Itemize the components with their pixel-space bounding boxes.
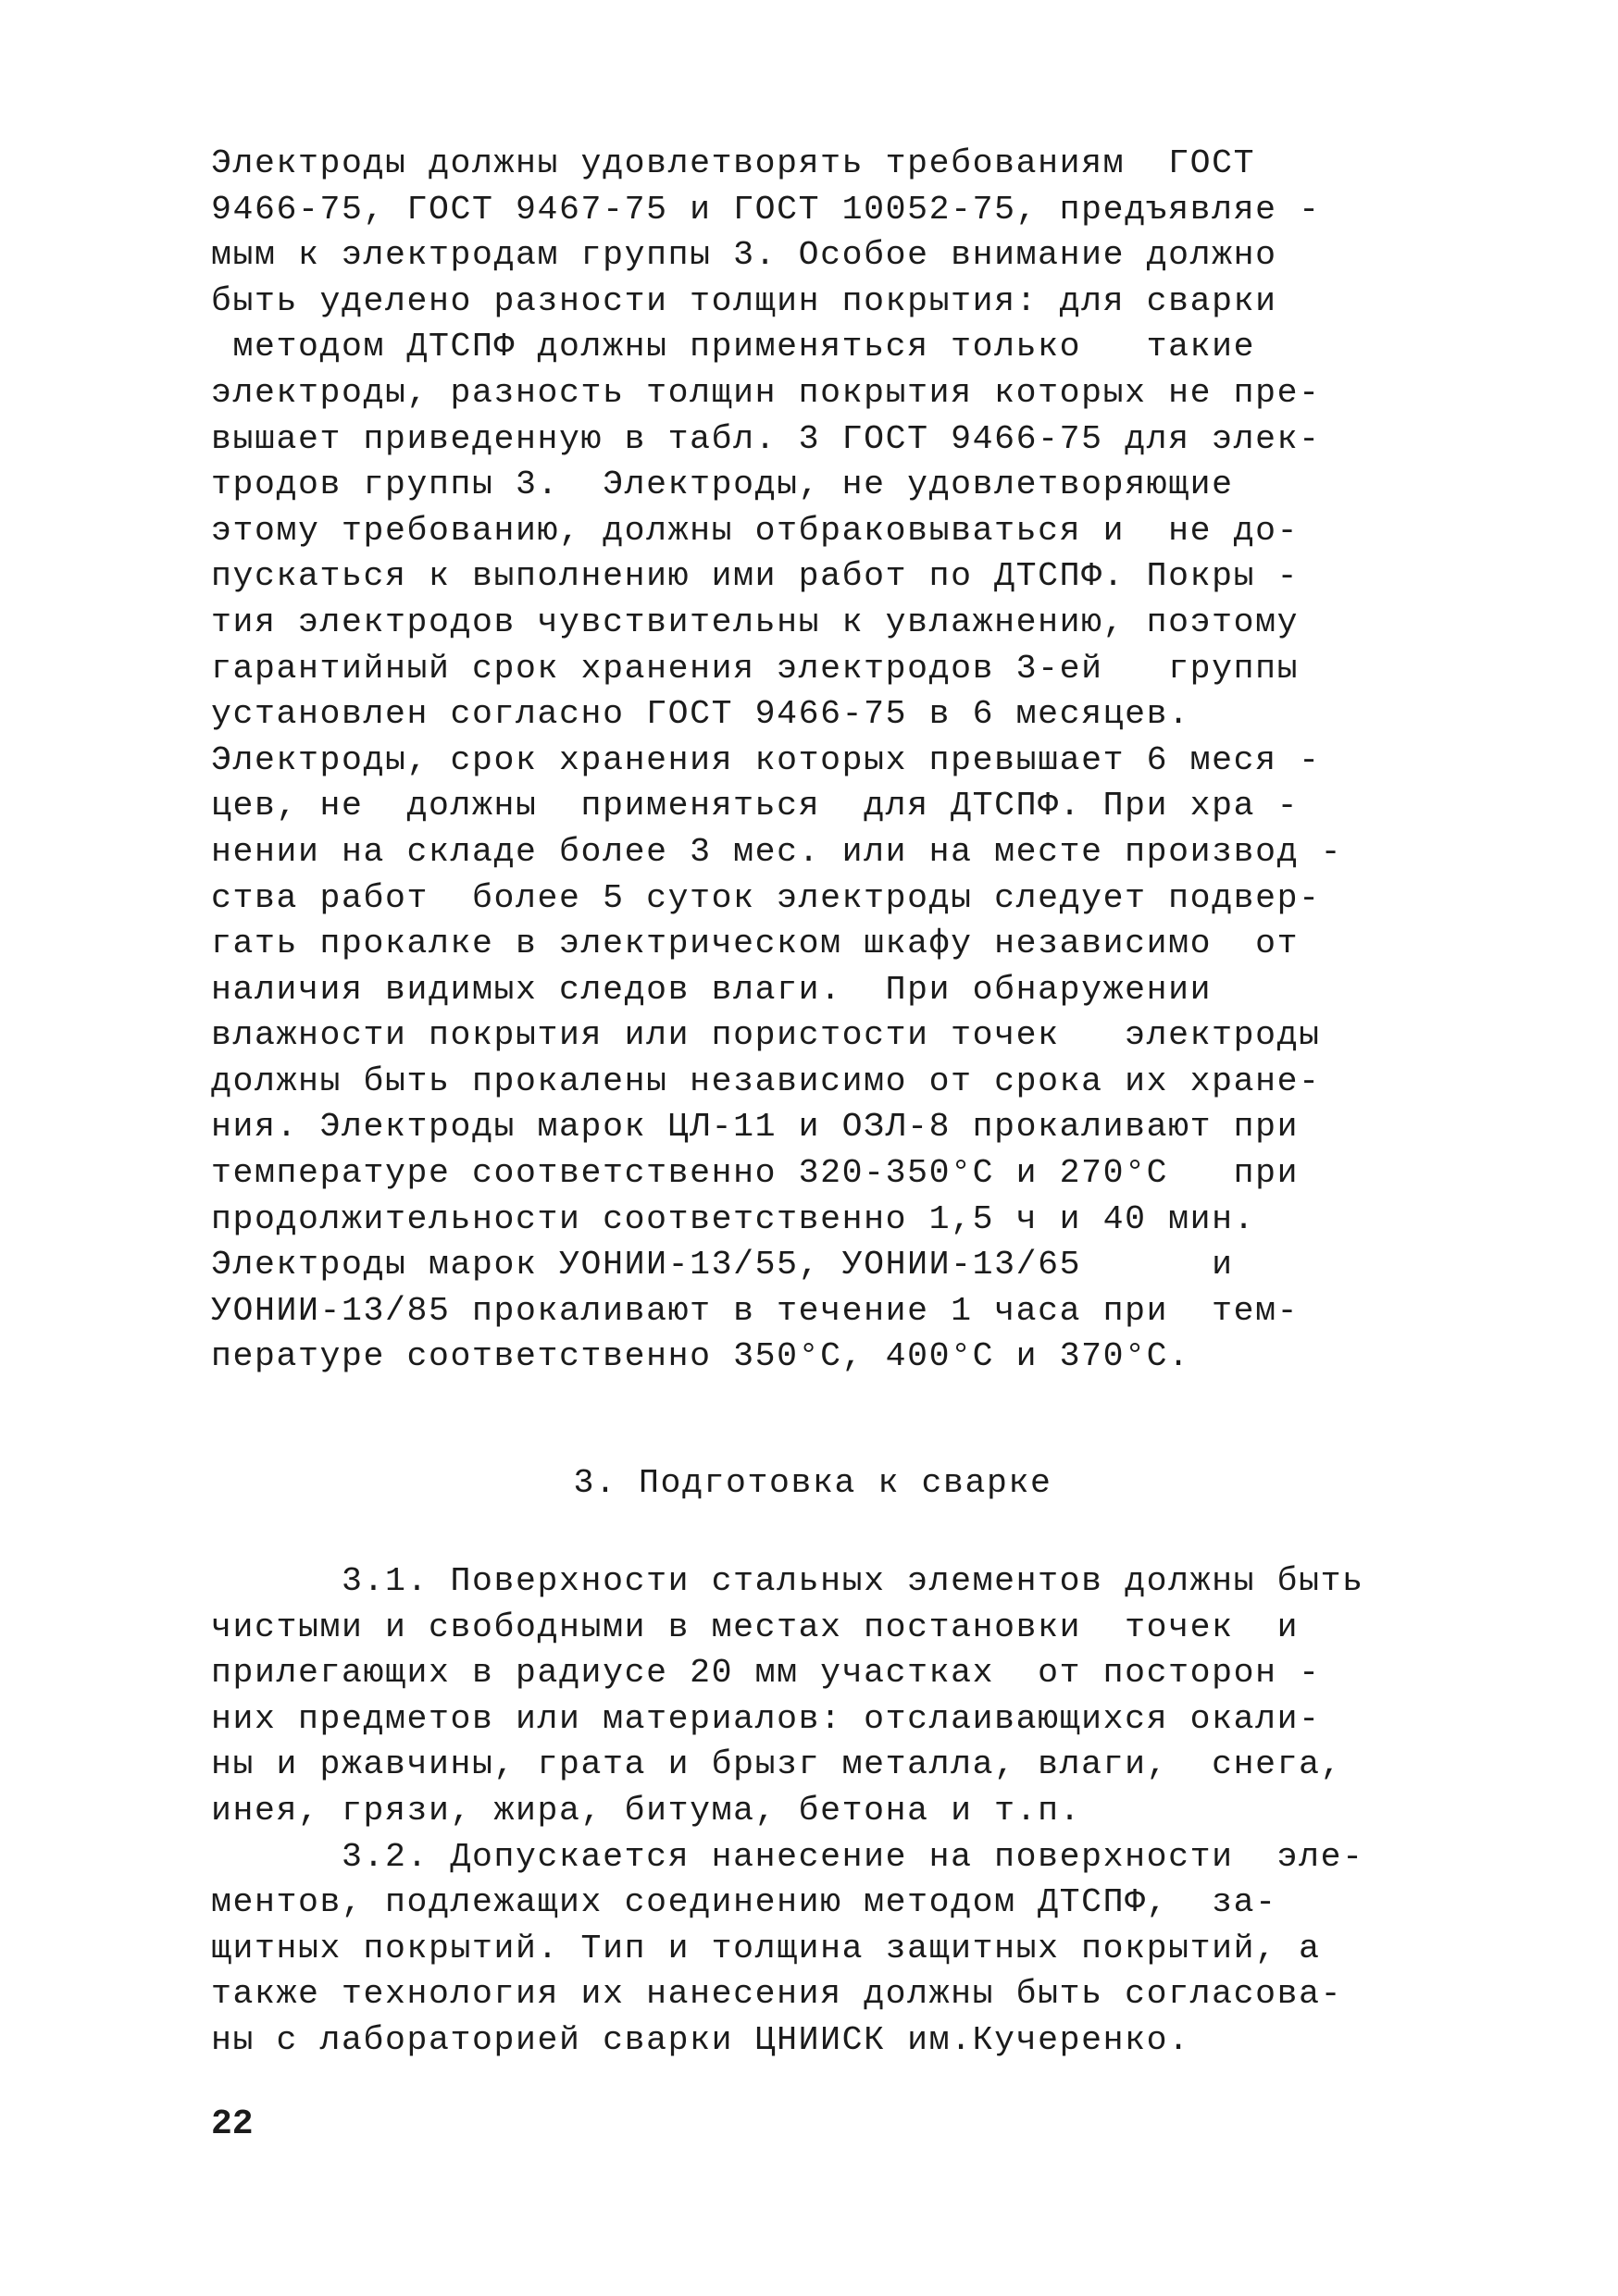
text-line: ства работ более 5 суток электроды следует подвер-: [211, 878, 1321, 917]
text-line: Электроды должны удовлетворять требованиям ГОСТ: [211, 144, 1256, 182]
text-line: ния. Электроды марок ЦЛ-11 и ОЗЛ-8 прокаливают при: [211, 1108, 1300, 1147]
text-line: должны быть прокалены независимо от срока их хране-: [211, 1061, 1321, 1100]
text-line: Электроды, срок хранения которых превышает 6 меся -: [211, 740, 1321, 779]
text-line: прилегающих в радиусе 20 мм участках от посторон -: [211, 1654, 1321, 1693]
text-line: пускаться к выполнению ими работ по ДТСПФ. Покры -: [211, 557, 1300, 596]
text-line: также технология их нанесения должны быть согласова-: [211, 1975, 1343, 2014]
text-line: 9466-75, ГОСТ 9467-75 и ГОСТ 10052-75, предъявляе -: [211, 190, 1321, 229]
text-line: тродов группы 3. Электроды, не удовлетворяющие: [211, 465, 1234, 504]
text-line: ны с лабораторией сварки ЦНИИСК им.Кучеренко.: [211, 2020, 1190, 2059]
text-line: них предметов или материалов: отслаивающихся окали-: [211, 1699, 1321, 1738]
text-line: мым к электродам группы 3. Особое внимание должно: [211, 236, 1277, 275]
text-line: чистыми и свободными в местах постановки точек и: [211, 1607, 1300, 1646]
text-line: ментов, подлежащих соединению методом ДТСПФ, за-: [211, 1883, 1277, 1922]
text-line: нении на складе более 3 мес. или на месте производ -: [211, 832, 1343, 871]
text-line: 3.2. Допускается нанесение на поверхности эле-: [211, 1837, 1364, 1876]
page-number: 22: [211, 2104, 254, 2144]
text-line: инея, грязи, жира, битума, бетона и т.п.: [211, 1791, 1082, 1830]
text-line: установлен согласно ГОСТ 9466-75 в 6 месяцев.: [211, 695, 1190, 734]
text-line: наличия видимых следов влаги. При обнаружении: [211, 970, 1213, 1009]
text-line: влажности покрытия или пористости точек электроды: [211, 1016, 1321, 1055]
text-line: цев, не должны применяться для ДТСПФ. При хра -: [211, 787, 1300, 825]
text-line: быть уделено разности толщин покрытия: для сварки: [211, 281, 1277, 320]
text-line: ны и ржавчины, грата и брызг металла, влаги, снега,: [211, 1745, 1343, 1784]
text-line: тия электродов чувствительны к увлажнению, поэтому: [211, 602, 1300, 641]
section-heading: 3. Подготовка к сварке: [573, 1464, 1052, 1502]
text-line: этому требованию, должны отбраковываться и не до-: [211, 511, 1300, 550]
text-line: продолжительности соответственно 1,5 ч и 40 мин.: [211, 1199, 1256, 1238]
text-line: щитных покрытий. Тип и толщина защитных покрытий, а: [211, 1929, 1321, 1967]
text-line: Электроды марок УОНИИ-13/55, УОНИИ-13/65 и: [211, 1246, 1234, 1285]
paragraph-preparation: [211, 1558, 1414, 2064]
text-line: 3.1. Поверхности стальных элементов должны быть: [211, 1562, 1364, 1600]
text-line: температуре соответственно 320-350°С и 270°С при: [211, 1154, 1300, 1193]
text-line: методом ДТСПФ должны применяться только такие: [211, 328, 1256, 366]
text-line: электроды, разность толщин покрытия которых не пре-: [211, 373, 1321, 412]
text-line: гать прокалке в электрическом шкафу независимо от: [211, 925, 1300, 963]
text-line: вышает приведенную в табл. 3 ГОСТ 9466-75 для элек-: [211, 419, 1321, 458]
text-line: пературе соответственно 350°С, 400°С и 370°С.: [211, 1337, 1190, 1376]
text-line: УОНИИ-13/85 прокаливают в течение 1 часа при тем-: [211, 1291, 1300, 1330]
text-line: гарантийный срок хранения электродов 3-ей группы: [211, 649, 1300, 688]
paragraph-electrodes: [211, 141, 1414, 1380]
